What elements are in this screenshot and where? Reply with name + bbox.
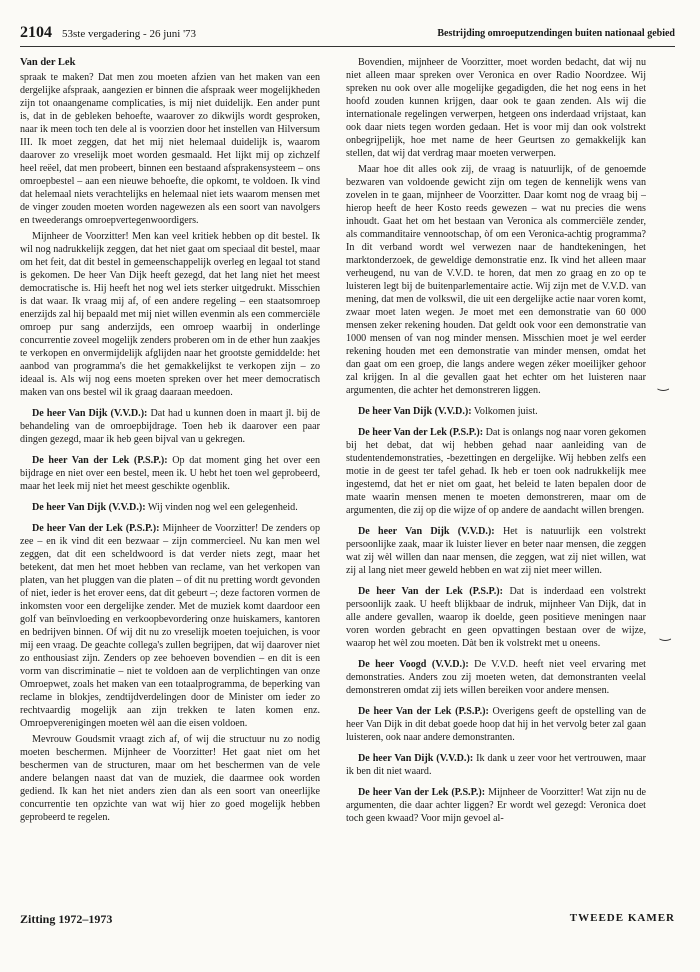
speech-exchange — [20, 454, 320, 493]
speech-exchange — [346, 426, 646, 517]
speech-text: Mijnheer de Voorzitter! Wat zijn nu de argumenten, die daar achter liggen? Er wordt wel gezegd: Veronica doet toch geen kwaad? Voor mijn gevoel al- — [346, 787, 646, 824]
speech-exchange — [346, 786, 646, 825]
speaker-label: De heer Van der Lek (P.S.P.): — [358, 427, 484, 438]
paragraph: Bovendien, mijnheer de Voorzitter, moet worden bedacht, dat wij nu niet alleen maar spreken over Veronica en over Radio Noordzee. Wij spreken nu ook over alle mogelijke gegadigden, die het nog eens in het hoofd zouden kunnen krijgen, daar ook te gaan zenden. Als wij die internationale regelingen verwerpen, hetgeen ons inderdaad vrijstaat, kan ook daar niets tegen worden gedaan. Het is voor mij dan ook volstrekt onbegrijpelijk, hoe met name de heer Geurtsen zo gemakkelijk kan stellen, dat wij dat verdrag maar moeten verwerpen. — [346, 57, 646, 159]
footer-session: Zitting 1972–1973 — [20, 912, 113, 926]
speech-exchange — [346, 658, 646, 697]
speech-text: Dat had u kunnen doen in maart jl. bij de behandeling van de omroepbijdrage. Toen heb ik daarover een paar dingen gezegd, maar ik heb geen bijval van u gekregen. — [20, 408, 320, 445]
speaker-label: De heer Van Dijk (V.V.D.): — [358, 753, 474, 764]
speech-text: Ik dank u zeer voor het vertrouwen, maar ik ben dit niet waard. — [346, 753, 646, 777]
speaker-label: De heer Voogd (V.V.D.): — [358, 659, 469, 670]
speech-text: Volkomen juist. — [473, 406, 538, 417]
paragraph: Mijnheer de Voorzitter! Men kan veel kritiek hebben op dit bestel. Ik wil nog nadrukkelijk zeggen, dat het niet gaat om speciaal dit bestel, maar om het feit, dat dit bestel in gemeenschappelijk overleg en legaal tot stand is gekomen. De heer Van Dijk heeft gezegd, dat het lang niet het meest democratische is. Hij heeft het nog wel iets sterker uitgedrukt. Misschien is dat waar. Ik vraag mij af, of een andere regeling – een staatsomroep enerzijds zal hij bepaald met mij niet willen evenmin als een commerciële omroep pur sang anderzijds, een omroep waarbij in onderlinge concurrentie zoveel mogelijk zenders proberen om in de ether hun zaakjes te verkopen en onvermijdelijk afglijden naar het grootste gemiddelde: het aanbod van programma's die het gemakkelijkst te verkopen zijn – zo ideaal is. Als wij nog eens moeten spreken over het meer democratisch maken van ons bestel wil ik graag daaraan meedoen. — [20, 231, 320, 398]
speech-exchange — [346, 585, 646, 650]
speaker-label: De heer Van der Lek (P.S.P.): — [32, 455, 168, 466]
speech-text: De V.V.D. heeft niet veel ervaring met demonstraties. Anders zou zij moeten weten, dat demonstranten veelal demonstreren omdat zij iets willen bereiken voor andere mensen. — [346, 659, 646, 696]
paragraph: Maar hoe dit alles ook zij, de vraag is natuurlijk, of de genoemde bezwaren van voldoende gewicht zijn om tegen de kennelijk wens van zovelen in te gaan, mijnheer de Voorzitter. Daar komt nog de vraag bij – hierop heeft de heer Kosto reeds gewezen – wat nu precies die wens inhoudt. Gaat het om het bestaan van Veronica als commerciële zender, als commanditaire vennootschap, òf om een Veronica-achtig programma? In dit verband wordt wel verwezen naar de handtekeningen, het marktonderzoek, de geweldige demonstratie enz. Ik vind het alleen maar verheugend, nu van de V.V.D. te horen, dat men zo graag en zo op te luisteren legt bij de buitenparlementaire actie. Wij zijn met de V.V.D. van mening, dat men de volkswil, die uit een dergelijke actie naar voren komt, zwaar moet laten wegen. Je moet met een demonstratie van 60 000 mensen zeker rekening houden. Dat geldt ook voor een demonstratie van 1000 mensen of van nog minder mensen. Misschien moet je wel eerder rekening houden met een demonstratie van minder mensen, omdat het dan gaat om een groep, die langs andere wegen zéker moeilijker gehoor zal krijgen. In al die gevallen gaat het echter om het luisteren naar argumenten, die achter het demonstreren liggen. — [346, 164, 646, 396]
speaker-label: De heer Van Dijk (V.V.D.): — [358, 526, 495, 537]
speaker-label: De heer Van Dijk (V.V.D.): — [32, 502, 146, 513]
session-date: 53ste vergadering - 26 juni '73 — [62, 28, 197, 40]
speech-text: Op dat moment ging het over een bijdrage en niet over een bestel, meen ik. U hebt het toen wel geprobeerd, maar het leek mij niet het meest geschikte ogenblik. — [20, 455, 320, 492]
speech-text: Wij vinden nog wel een gelegenheid. — [147, 502, 298, 513]
speech-text: Dat is onlangs nog naar voren gekomen bij het debat, dat wij hebben gehad naar aanleiding van de studentendemonstraties, -bezettingen en dergelijke. Wij hebben zelfs een motie in de geest ter tafel gehad. Ik heb er toen ook nadrukkelijk mee ingestemd, dat het er niet om gaat, het beleid te laten bepalen door de mate waarin mensen menen te moeten demonstreren, maar om de argumenten, die zij op die wijze of op andere de aandacht willen brengen. — [346, 427, 646, 516]
margin-mark: ‿ — [658, 376, 669, 391]
speech-text: Dat is inderdaad een volstrekt persoonlijk zaak. U heeft blijkbaar de indruk, mijnheer Van Dijk, dat in alle andere gevallen, waarop ik doelde, geen positieve meningen naar voren worden gebracht en geen opvattingen bestaan over de wijze, waarop het wèl zou moeten. Dàt ben ik volstrekt met u oneens. — [346, 586, 646, 649]
speech-exchange — [20, 407, 320, 446]
left-column — [20, 56, 320, 904]
speaker-heading: Van der Lek — [20, 57, 76, 68]
speaker-label: De heer Van der Lek (P.S.P.): — [358, 586, 503, 597]
page-number: 2104 — [20, 24, 52, 41]
paragraph: spraak te maken? Dat men zou moeten afzien van het maken van een dergelijke afspraak, aangezien er binnen die afspraak weer mogelijkheden zijn tot onaangename complicaties, is mij niet duidelijk. Een ander punt is, dat in de gebleken behoefte, waarover zo dikwijls wordt gesproken, naar ik meen toch ten dele al is voorzien door het instellen van Hilversum III. Ik moet zeggen, dat het mij niet helemaal duidelijk is, waarom daarover zo vreselijk moet worden gesmaald. Het lijkt mij op zichzelf heel reëel, dat men probeert, binnen een bestaand afsprakensysteem – ons omroepbestel – aan een nieuwe behoefte, die opkomt, te voldoen. Ik vind dat helemaal niets verachtelijks en helemaal niet iets waarom mensen met de vinger zouden moeten worden nagewezen als een soort van navolgers en tweederangs omroepvertegenwoordigers. — [20, 72, 320, 226]
speech-exchange — [346, 752, 646, 778]
speech-text: Overigens geeft de opstelling van de heer Van Dijk in dit debat goede hoop dat hij in het vervolg beter zal gaan luisteren, ook naar andere demonstranten. — [346, 706, 646, 743]
speech-exchange — [346, 525, 646, 577]
speech-exchange — [20, 522, 320, 730]
speaker-label: De heer Van der Lek (P.S.P.): — [32, 523, 160, 534]
speech-exchange — [346, 405, 646, 418]
footer-chamber: TWEEDE KAMER — [569, 912, 675, 924]
speaker-label: De heer Van der Lek (P.S.P.): — [358, 787, 486, 798]
right-column — [346, 56, 646, 904]
margin-mark: ‿ — [660, 626, 671, 641]
speech-text: Mijnheer de Voorzitter! De zenders op zee – en ik vind dit een bezwaar – zijn commercieel. Nu kan men wel zeggen, dat dit een scheldwoord is dat verder niets zegt, maar het betekent, dat men het moet hebben van reclame, van het verkopen van platen, van het pluggen van die platen – of dit nu pretting wordt gevonden of niet, ieder is het erover eens, dat dit gebeurt –; deze factoren vormen de inkomsten voor een dergelijke zender. Met de muziek komt daardoor een golf van beïnvloeding en verkoopbevordering onze huiskamers, kantoren en bedrijven binnen. Of wij dit nu zo vreselijk moeten toejuichen, is voor mij een vraag. De geachte collega's zullen begrijpen, dat wij daarover niet zo enthousiast zijn. Zenders op zee behoeven bovendien – en dit is een vorm van discriminatie – niet te voldoen aan de verplichtingen van onze Omroepwet, zoals het maken van een totaalprogramma, de beperking van reclame in blokjes, zendtijdverdelingen door de Minister om ieder zo rechtvaardig mogelijk aan zijn trekken te laten komen enz. Omroepverenigingen moeten wèl aan die eisen voldoen. — [20, 523, 320, 729]
speech-exchange — [20, 501, 320, 514]
speech-exchange — [346, 705, 646, 744]
speaker-label: De heer Van Dijk (V.V.D.): — [358, 406, 472, 417]
paragraph: Mevrouw Goudsmit vraagt zich af, of wij die structuur nu zo nodig moeten beschermen. Mijnheer de Voorzitter! Het gaat niet om het beschermen van de structuren, maar om het beschermen van de vele andere belangen naast dat van de muziek, die daarmee ook worden gediend. Ik kan het niet anders zien dan als een soort van oneerlijke concurrentie ten opzichte van wat wij hier zo goed mogelijk hebben geprobeerd te regelen. — [20, 734, 320, 823]
speech-text: Het is natuurlijk een volstrekt persoonlijke zaak, maar ik luister liever en beter naar mensen, die zeggen wat zij wèl willen dan naar mensen, die zeggen, wat zij niet willen, wat zij al lang niet meer geweld hebben en wat zij niet meer willen. — [346, 526, 646, 576]
page-header — [20, 24, 675, 47]
speaker-label: De heer Van Dijk (V.V.D.): — [32, 408, 148, 419]
running-title: Bestrijding omroeputzendingen buiten nationaal gebied — [437, 28, 675, 39]
speaker-label: De heer Van der Lek (P.S.P.): — [358, 706, 489, 717]
